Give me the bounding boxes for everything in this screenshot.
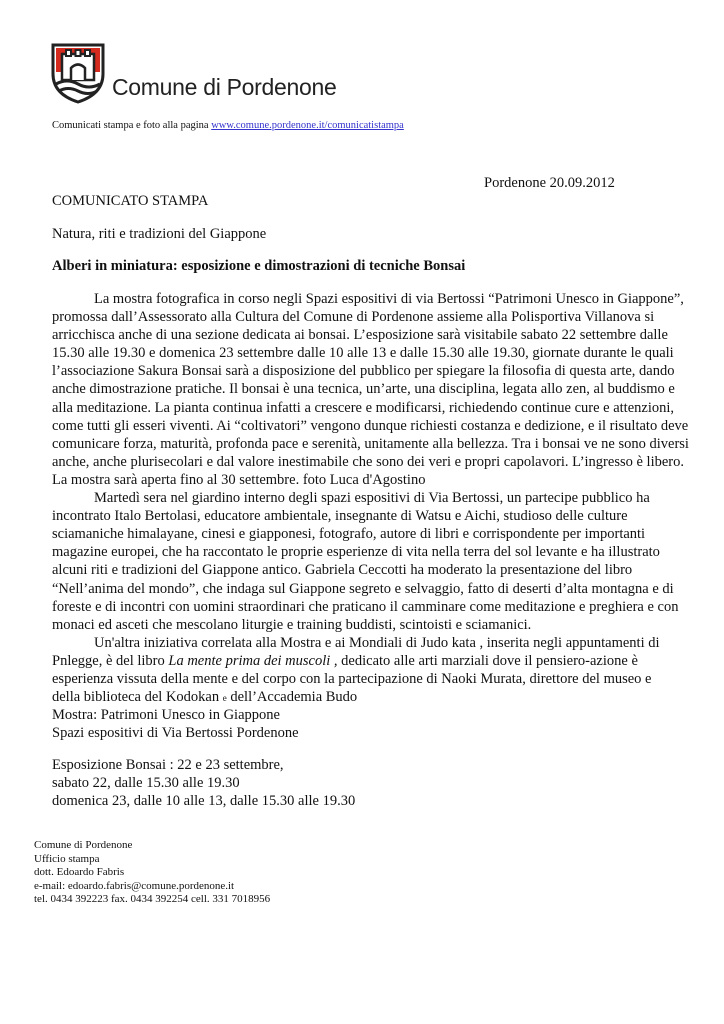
info-line: Spazi espositivi di Via Bertossi Pordenone bbox=[52, 725, 299, 742]
body-line bbox=[52, 688, 702, 706]
document-date: Pordenone 20.09.2012 bbox=[484, 175, 615, 191]
body-line: Un'altra iniziativa correlata alla Mostra e ai Mondiali di Judo kata , inserita negli appuntamenti di bbox=[94, 634, 660, 651]
pordenone-coat-of-arms-icon bbox=[50, 42, 106, 104]
body-line: “Nell’anima del mondo”, che indaga sul Giappone segreto e selvaggio, fatto di deserti d’alta montagna e di bbox=[52, 580, 674, 597]
body-line: monaci ed asceti che mescolano liturgie e training buddisti, scintoisti e sciamanici. bbox=[52, 616, 532, 633]
press-note-text: Comunicati stampa e foto alla pagina bbox=[52, 120, 212, 131]
book-title: La mente prima dei muscoli , bbox=[168, 652, 338, 669]
body-line: promossa dall’Assessorato alla Cultura del Comune di Pordenone assieme alla Polisportiva Villanova si bbox=[52, 309, 655, 326]
footer-line: Ufficio stampa bbox=[34, 852, 100, 865]
body-line: comunicare forza, maturità, profonda pace e serenità, unitamente alla bellezza. Tra i bonsai ve ne sono diversi bbox=[52, 435, 689, 452]
document-type: COMUNICATO STAMPA bbox=[52, 193, 209, 209]
body-line: esperienza vissuta della mente e del corpo con la partecipazione di Naoki Murata, direttore del museo e bbox=[52, 670, 652, 687]
body-line: magazine europei, che ha raccontato le proprie esperienze di vita nella terra del sol levante e ha illustrato bbox=[52, 544, 660, 561]
org-name: Comune di Pordenone bbox=[112, 74, 337, 100]
info-line: domenica 23, dalle 10 alle 13, dalle 15.30 alle 19.30 bbox=[52, 793, 356, 810]
bonsai-schedule bbox=[52, 756, 355, 810]
press-release-note bbox=[52, 120, 404, 131]
contact-footer bbox=[34, 839, 270, 907]
info-line: Esposizione Bonsai : 22 e 23 settembre, bbox=[52, 757, 284, 773]
body-line: arricchisca anche di una sezione dedicata ai bonsai. L’esposizione sarà visitabile sabato 22 settembre dalle bbox=[52, 327, 668, 344]
body-line: l’associazione Sakura Bonsai sarà a disposizione del pubblico per spiegare la filosofia di questa arte, dando bbox=[52, 363, 675, 380]
exhibition-info bbox=[52, 706, 299, 742]
body-text: dedicato alle arti marziali dove il pensiero-azione è bbox=[337, 652, 638, 669]
headline: Alberi in miniatura: esposizione e dimostrazioni di tecniche Bonsai bbox=[52, 258, 466, 274]
info-line: sabato 22, dalle 15.30 alle 19.30 bbox=[52, 775, 240, 792]
body-line: 15.30 alle 19.30 e domenica 23 settembre dalle 10 alle 13 e dalle 15.30 alle 19.30, giornate durante le quali bbox=[52, 345, 674, 362]
body-line: sciamaniche himalayane, cinesi e giapponesi, fotografo, autore di libri e corrispondente per importanti bbox=[52, 526, 646, 543]
body-line: alla meditazione. La pianta continua infatti a crescere e modificarsi, richiedendo continue cure e attenzioni, bbox=[52, 399, 675, 416]
footer-line: e-mail: edoardo.fabris@comune.pordenone.it bbox=[34, 879, 235, 892]
footer-line: tel. 0434 392223 fax. 0434 392254 cell. 331 7018956 bbox=[34, 893, 271, 906]
body-line: alcuni riti e tradizioni del Giappone antico. Gabriela Ceccotti ha moderato la presentazione del libro bbox=[52, 562, 633, 579]
body-line: anche dimostrazione pratiche. Il bonsai è una tecnica, un’arte, una disciplina, legata allo zen, al buddismo e bbox=[52, 381, 675, 398]
body-line: come tutti gli esseri viventi. Ai “coltivatori” vengono dunque richiesti costanza e dedizione, e il risultato deve bbox=[52, 417, 689, 434]
body-text-small: e bbox=[222, 693, 227, 704]
body-text: dell’Accademia Budo bbox=[226, 689, 358, 706]
body-line: La mostra sarà aperta fino al 30 settembre. foto Luca d'Agostino bbox=[52, 471, 426, 488]
body-line: Martedì sera nel giardino interno degli spazi espositivi di Via Bertossi, un partecipe pubblico ha bbox=[94, 490, 650, 507]
press-release-link[interactable]: www.comune.pordenone.it/comunicatistampa bbox=[211, 120, 404, 131]
body-line: incontrato Italo Bertolasi, educatore ambientale, insegnante di Watsu e Aichi, studioso delle culture bbox=[52, 508, 628, 525]
body-line: foreste e di incontri con uomini straordinari che praticano il camminare come meditazione e preghiera e con bbox=[52, 598, 679, 615]
info-line: Mostra: Patrimoni Unesco in Giappone bbox=[52, 707, 280, 723]
body-line: anche, anche plurisecolari e dal valore inestimabile che sono dei veri e propri capolavori. L’ingresso è libero. bbox=[52, 453, 684, 470]
body-line bbox=[52, 652, 702, 670]
footer-line: Comune di Pordenone bbox=[34, 839, 133, 851]
body-text: della biblioteca del Kodokan bbox=[52, 689, 223, 706]
body-text: Pnlegge, è del libro bbox=[52, 652, 169, 669]
topic-title: Natura, riti e tradizioni del Giappone bbox=[52, 226, 267, 242]
footer-line: dott. Edoardo Fabris bbox=[34, 866, 125, 879]
article-body bbox=[52, 290, 702, 706]
body-line: La mostra fotografica in corso negli Spazi espositivi di via Bertossi “Patrimoni Unesco in Giappone”, bbox=[94, 291, 684, 307]
